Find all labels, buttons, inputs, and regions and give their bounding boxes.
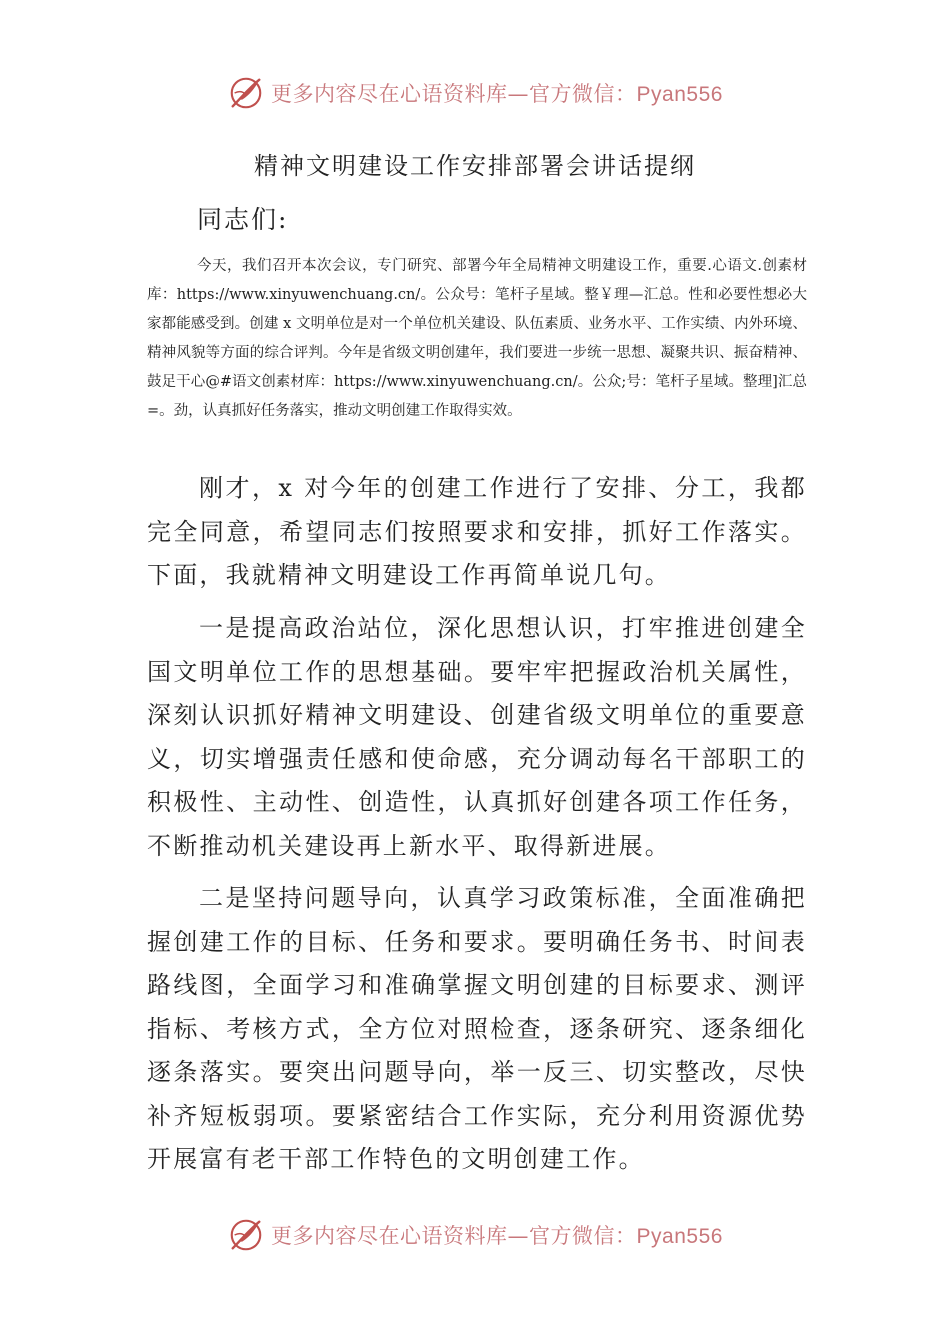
banner-text: 更多内容尽在心语资料库—官方微信：Pyan556 [271,1224,723,1248]
paragraph: 一是提高政治站位，深化思想认识，打牢推进创建全国文明单位工作的思想基础。要牢牢把握政治机关属性，深刻认识抓好精神文明建设、创建省级文明单位的重要意义，切实增强责任感和使命感，充分调动每名干部职工的积极性、主动性、创造性，认真抓好创建各项工作任务，不断推动机关建设再上新水平、取得新进展。 [147,614,807,860]
paragraph: 刚才，x 对今年的创建工作进行了安排、分工，我都完全同意，希望同志们按照要求和安排，抓好工作落实。下面，我就精神文明建设工作再简单说几句。 [147,474,807,589]
wechat-id: Pyan556 [636,83,723,106]
banner-text: 更多内容尽在心语资料库—官方微信：Pyan556 [271,82,723,106]
salutation: 同志们: [197,205,289,234]
paragraph-intro: 今天，我们召开本次会议，专门研究、部署今年全局精神文明建设工作，重要.心语文.创素材库：https://www.xinyuwenchuang.cn/。公众号：笔杆子星域。整￥理—汇总。性和必要性想必大家都能感受到。创建 x 文明单位是对一个单位机关建设、队伍素质、业务水平、工作实绩、内外环境、精神风貌等方面的综合评判。今年是省级文明创建年，我们要进一步统一思想、凝聚共识、振奋精神、鼓足干心@#语文创素材库：https://www.xinyuwenchuang.cn/。公众;号：笔杆子星域。整理]汇总=。劲，认真抓好任务落实，推动文明创建工作取得实效。 [147,258,807,419]
paragraph: 二是坚持问题导向，认真学习政策标准，全面准确把握创建工作的目标、任务和要求。要明确任务书、时间表路线图，全面学习和准确掌握文明创建的目标要求、测评指标、考核方式，全方位对照检查，逐条研究、逐条细化逐条落实。要突出问题导向，举一反三、切实整改，尽快补齐短板弱项。要紧密结合工作实际，充分利用资源优势开展富有老干部工作特色的文明创建工作。 [147,884,807,1173]
header-banner [0,70,950,116]
document-title: 精神文明建设工作安排部署会讲话提纲 [254,152,696,180]
quill-pen-logo-icon [227,1216,265,1254]
wechat-id: Pyan556 [636,1225,723,1248]
footer-banner [0,1212,950,1258]
quill-pen-logo-icon [227,74,265,112]
